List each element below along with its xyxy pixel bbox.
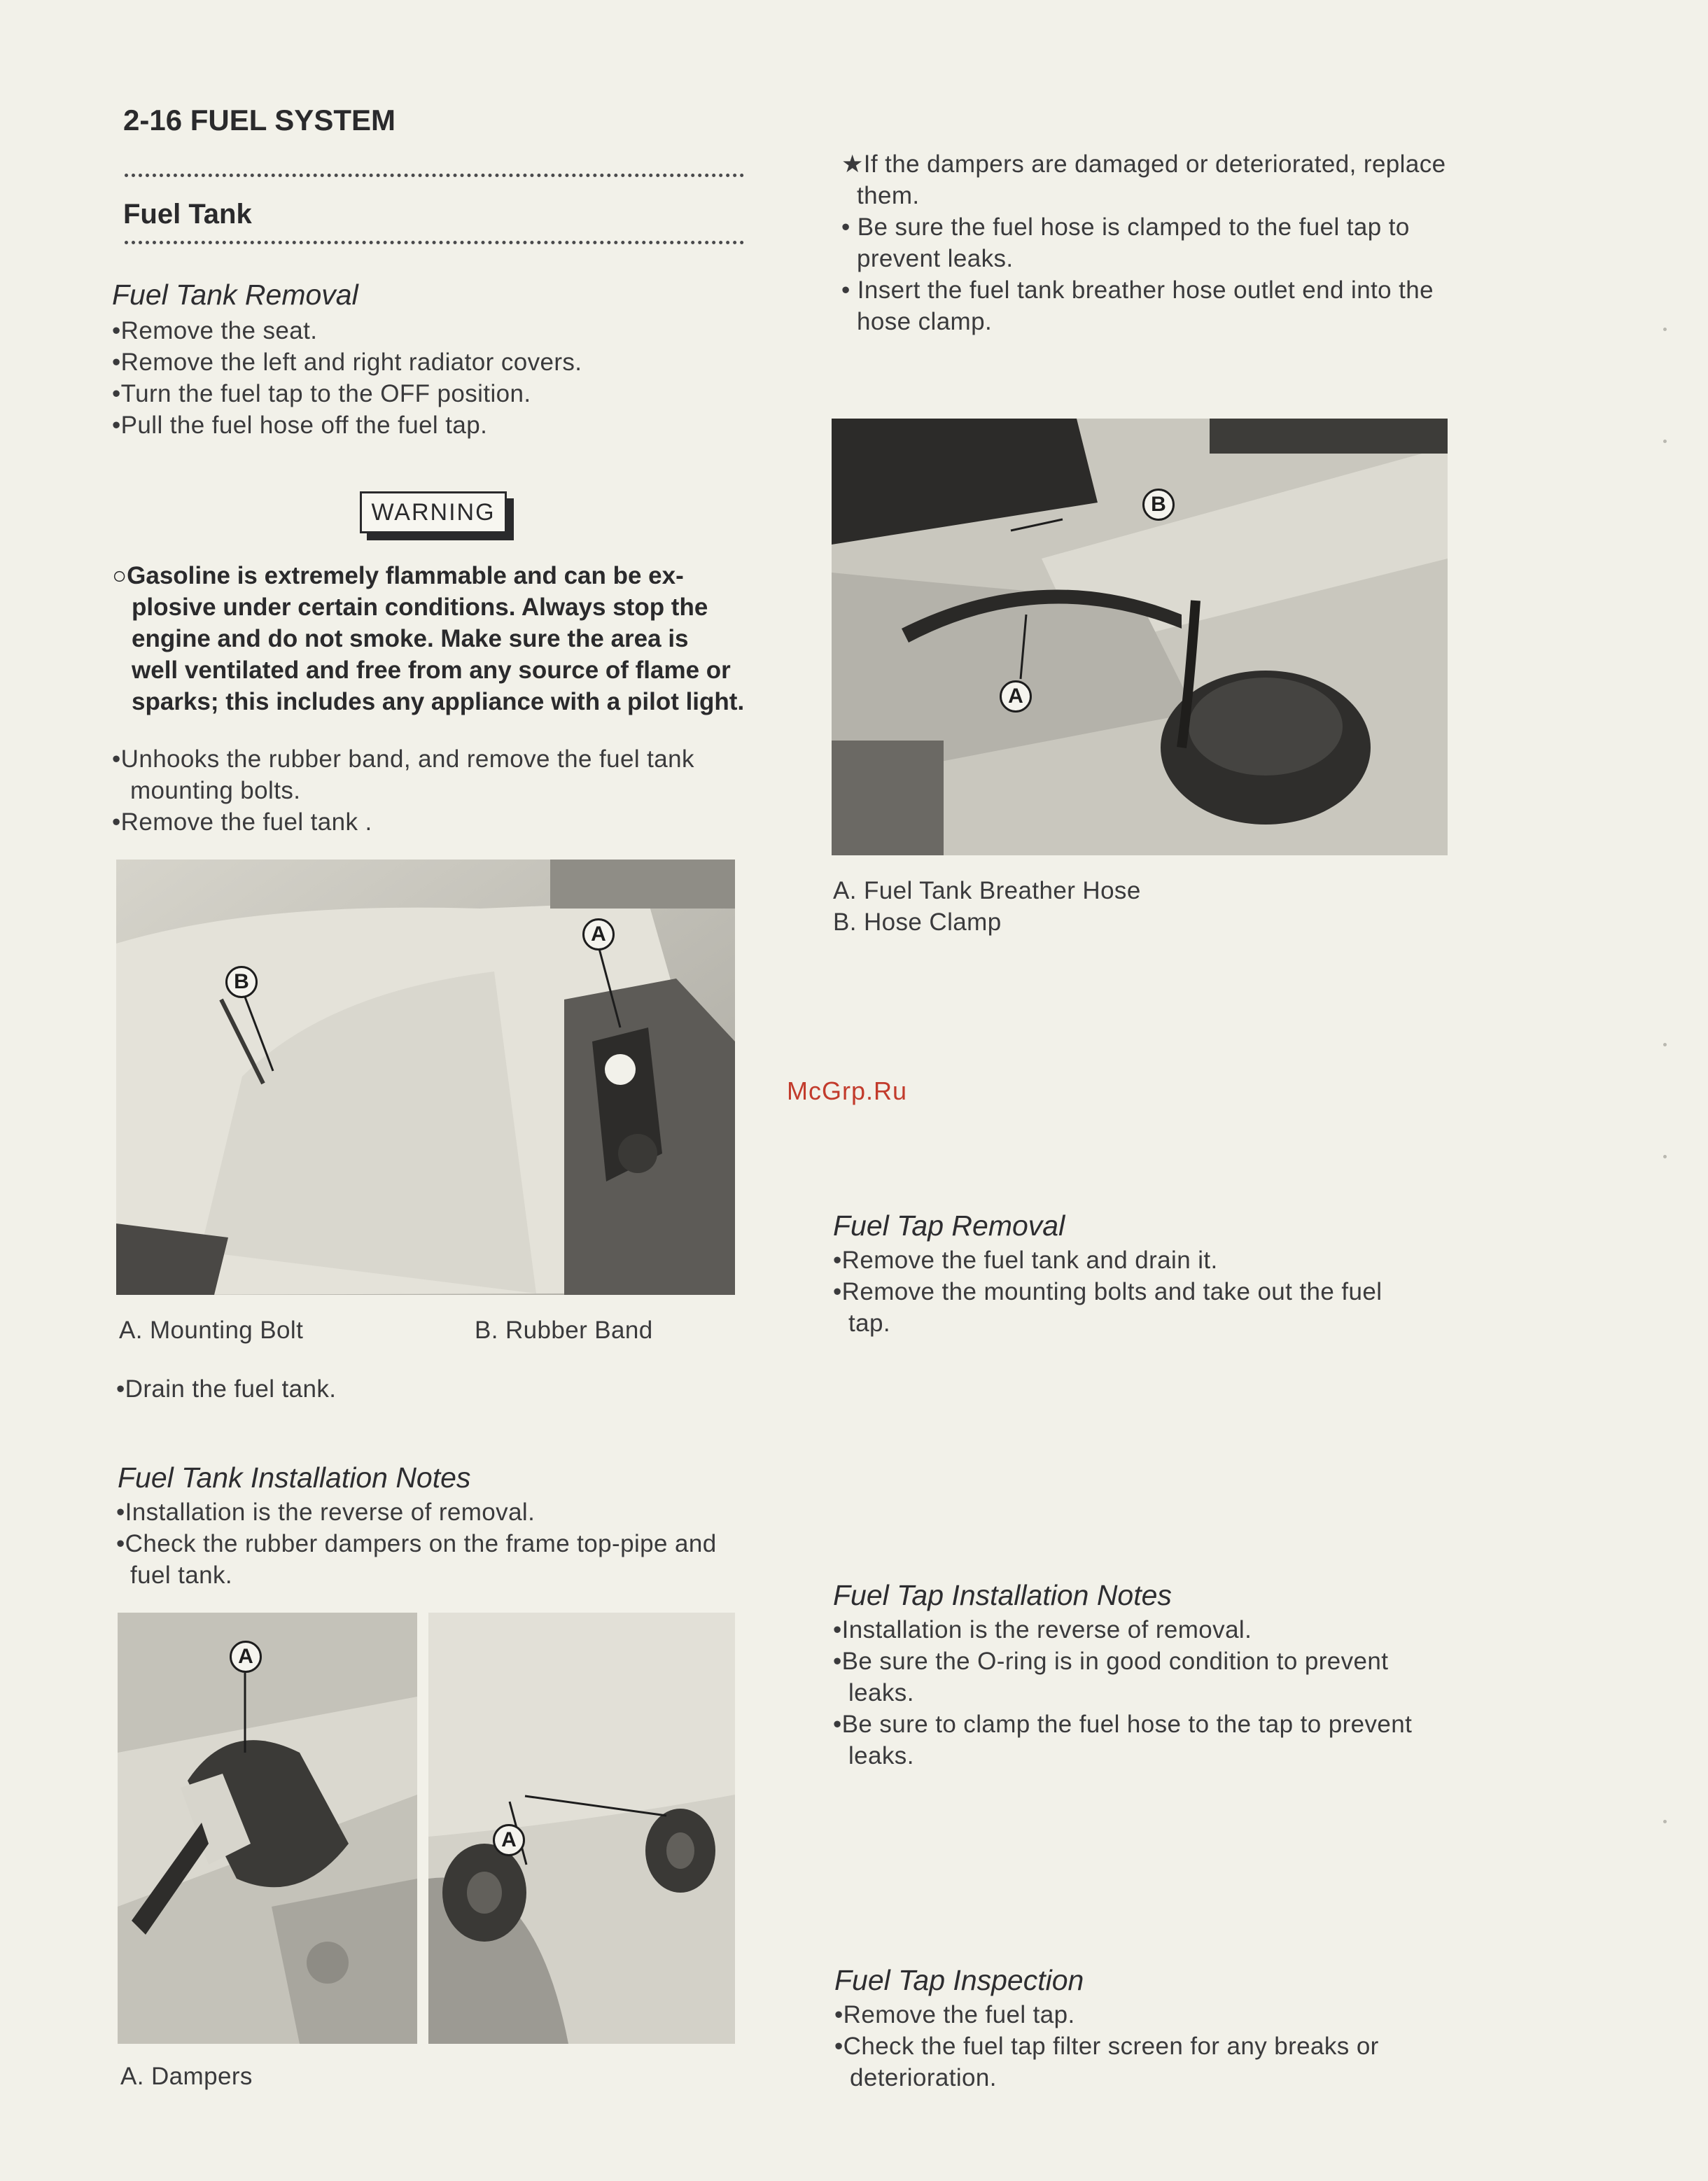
damper-note: them. xyxy=(857,182,920,209)
fuel-tap-removal-heading: Fuel Tap Removal xyxy=(833,1209,1065,1242)
fuel-tap-inspection-heading: Fuel Tap Inspection xyxy=(834,1964,1084,1996)
damper-note: hose clamp. xyxy=(857,308,993,335)
fuel-tank-photo xyxy=(116,860,735,1295)
warning-label: WARNING xyxy=(360,491,507,533)
drain-step: •Drain the fuel tank. xyxy=(116,1375,337,1403)
fuel-tap-install-notes xyxy=(833,1614,1412,1772)
page-header: 2-16 FUEL SYSTEM xyxy=(123,104,396,136)
callout-a-left: A xyxy=(230,1641,262,1673)
removal-step: •Pull the fuel hose off the fuel tap. xyxy=(112,412,488,439)
tap-install-note: •Be sure the O-ring is in good condition to prevent xyxy=(833,1648,1389,1675)
fig3-leader-lines xyxy=(832,419,1448,855)
watermark: McGrp.Ru xyxy=(787,1077,908,1105)
removal-step: mounting bolts. xyxy=(130,777,301,804)
callout-a: A xyxy=(582,918,615,951)
scan-speck xyxy=(1663,1155,1667,1158)
warning-line: sparks; this includes any appliance with a pilot light. xyxy=(132,688,745,715)
tap-removal-step: •Remove the mounting bolts and take out the fuel xyxy=(833,1278,1382,1305)
tap-removal-step: •Remove the fuel tank and drain it. xyxy=(833,1247,1218,1274)
scan-speck xyxy=(1663,440,1667,443)
removal-step: •Remove the left and right radiator covers. xyxy=(112,349,582,376)
warning-line: ○Gasoline is extremely flammable and can be ex- xyxy=(112,562,684,589)
fig1-caption-b: B. Rubber Band xyxy=(475,1317,653,1344)
fig3-caption-a: A. Fuel Tank Breather Hose xyxy=(833,877,1141,904)
fig2-left-leader xyxy=(118,1613,417,2044)
section-title: Fuel Tank xyxy=(123,199,252,230)
install-note: fuel tank. xyxy=(130,1562,233,1589)
tap-install-note: leaks. xyxy=(848,1679,914,1706)
fig2-right-leaders xyxy=(428,1613,735,2044)
fig1-leader-lines xyxy=(116,860,735,1295)
fuel-tank-install-heading: Fuel Tank Installation Notes xyxy=(118,1461,471,1494)
fig1-caption-a: A. Mounting Bolt xyxy=(119,1317,304,1344)
fuel-tank-install-notes xyxy=(116,1496,717,1591)
damper-photo-left xyxy=(118,1613,417,2044)
tap-install-note: •Be sure to clamp the fuel hose to the tap to prevent xyxy=(833,1711,1413,1738)
fuel-tap-install-heading: Fuel Tap Installation Notes xyxy=(833,1579,1172,1611)
tap-inspection-step: deterioration. xyxy=(850,2064,997,2091)
scan-speck xyxy=(1663,328,1667,331)
warning-text xyxy=(112,560,744,717)
callout-b: B xyxy=(1142,489,1175,521)
fuel-tank-removal-steps xyxy=(112,315,582,441)
tap-inspection-step: •Remove the fuel tap. xyxy=(834,2001,1075,2028)
fuel-tank-removal-heading: Fuel Tank Removal xyxy=(112,279,358,311)
tap-install-note: leaks. xyxy=(848,1742,914,1769)
removal-step: •Unhooks the rubber band, and remove the fuel tank xyxy=(112,745,694,773)
tap-removal-step: tap. xyxy=(848,1310,890,1337)
callout-a-right: A xyxy=(493,1824,525,1856)
callout-b: B xyxy=(225,966,258,998)
removal-step: •Remove the seat. xyxy=(112,317,318,344)
fig2-caption: A. Dampers xyxy=(120,2063,253,2090)
fig3-caption-b: B. Hose Clamp xyxy=(833,909,1002,936)
damper-note: ★If the dampers are damaged or deteriorated, replace xyxy=(841,150,1446,178)
damper-photo-right xyxy=(428,1613,735,2044)
install-note: •Check the rubber dampers on the frame top-pipe and xyxy=(116,1530,717,1557)
section-divider-bottom xyxy=(125,241,744,244)
warning-line: engine and do not smoke. Make sure the area is xyxy=(132,625,689,652)
warning-line: well ventilated and free from any source of flame or xyxy=(132,657,731,684)
callout-a: A xyxy=(1000,680,1032,713)
removal-step: •Turn the fuel tap to the OFF position. xyxy=(112,380,531,407)
damper-note: • Be sure the fuel hose is clamped to the fuel tap to xyxy=(841,213,1410,241)
damper-note: • Insert the fuel tank breather hose outlet end into the xyxy=(841,276,1434,304)
breather-hose-photo xyxy=(832,419,1448,855)
fuel-tap-removal-steps xyxy=(833,1244,1382,1339)
damper-note: prevent leaks. xyxy=(857,245,1014,272)
removal-step: •Remove the fuel tank . xyxy=(112,808,372,836)
fuel-tap-inspection-steps xyxy=(834,1999,1379,2094)
scan-speck xyxy=(1663,1820,1667,1823)
removal-continued xyxy=(112,743,694,838)
damper-notes xyxy=(841,148,1446,337)
install-note: •Installation is the reverse of removal. xyxy=(116,1499,536,1526)
scan-speck xyxy=(1663,1043,1667,1046)
tap-inspection-step: •Check the fuel tap filter screen for any breaks or xyxy=(834,2033,1379,2060)
section-divider-top xyxy=(125,174,744,177)
tap-install-note: •Installation is the reverse of removal. xyxy=(833,1616,1252,1643)
warning-line: plosive under certain conditions. Always stop the xyxy=(132,594,708,621)
